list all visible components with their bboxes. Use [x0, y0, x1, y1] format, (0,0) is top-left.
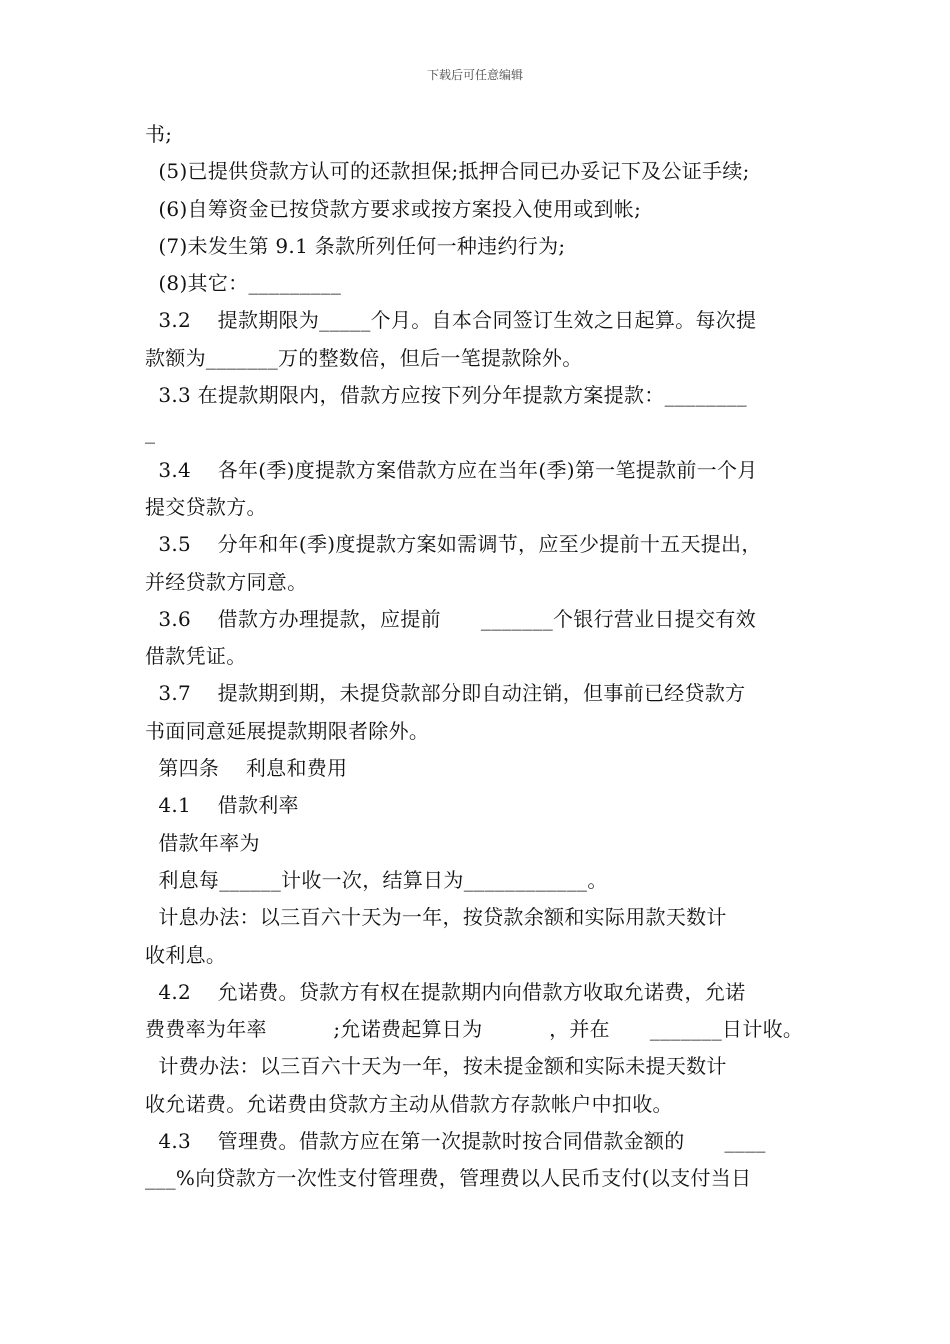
document-body	[145, 116, 810, 1198]
text-line: 计息办法：以三百六十天为一年，按贷款余额和实际用款天数计	[145, 905, 727, 930]
text-line: 书面同意延展提款期限者除外。	[145, 718, 430, 743]
text-line: 3.4 各年(季)度提款方案借款方应在当年(季)第一笔提款前一个月	[145, 457, 758, 482]
text-line: 3.6 借款方办理提款，应提前 _______个银行营业日提交有效	[145, 606, 756, 631]
text-line: 书;	[145, 122, 173, 146]
text-line: 计费办法：以三百六十天为一年，按未提金额和实际未提天数计	[145, 1054, 727, 1079]
text-line: 并经贷款方同意。	[145, 569, 308, 594]
page-header-note: 下载后可任意编辑	[426, 68, 523, 82]
text-line: 借款凭证。	[145, 644, 247, 669]
text-line: (8)其它：_________	[145, 271, 342, 296]
text-line: _	[145, 420, 156, 445]
text-line: 3.7 提款期到期，未提贷款部分即自动注销，但事前已经贷款方	[145, 681, 746, 706]
text-line: 3.2 提款期限为_____个月。自本合同签订生效之日起算。每次提	[145, 308, 757, 333]
text-line: 3.5 分年和年(季)度提款方案如需调节，应至少提前十五天提出，	[145, 532, 762, 557]
text-line: 利息每______计收一次，结算日为____________。	[145, 867, 608, 892]
text-line: 4.3 管理费。借款方应在第一次提款时按合同借款金额的 ____	[145, 1129, 766, 1154]
text-line: ___%向贷款方一次性支付管理费，管理费以人民币支付(以支付当日	[145, 1166, 752, 1191]
text-line: 费费率为年率 ;允诺费起算日为 ，并在 _______日计收。	[145, 1017, 804, 1042]
text-line: (5)已提供贷款方认可的还款担保;抵押合同已办妥记下及公证手续;	[145, 159, 750, 184]
text-line: 3.3 在提款期限内，借款方应按下列分年提款方案提款：________	[145, 383, 747, 408]
section-heading: 第四条 利息和费用	[145, 756, 348, 781]
text-line: 收利息。	[145, 942, 227, 967]
text-line: 收允诺费。允诺费由贷款方主动从借款方存款帐户中扣收。	[145, 1091, 673, 1116]
text-line: 借款年率为	[145, 830, 260, 855]
text-line: 4.2 允诺费。贷款方有权在提款期内向借款方收取允诺费，允诺	[145, 979, 746, 1004]
text-line: (7)未发生第 9.1 条款所列任何一种违约行为;	[145, 233, 566, 258]
text-line: 4.1 借款利率	[145, 793, 299, 818]
text-line: 提交贷款方。	[145, 494, 267, 519]
text-line: (6)自筹资金已按贷款方要求或按方案投入使用或到帐;	[145, 196, 642, 221]
text-line: 款额为_______万的整数倍，但后一笔提款除外。	[145, 345, 583, 370]
